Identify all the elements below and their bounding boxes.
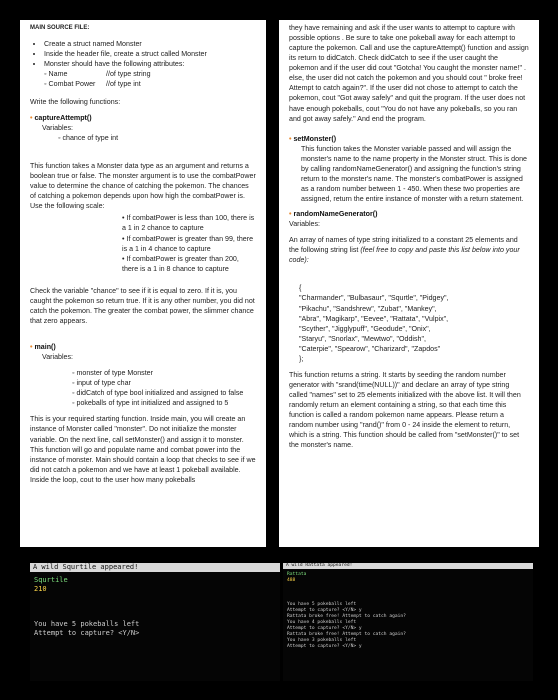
random-name-title: • randomNameGenerator() bbox=[289, 210, 378, 219]
code-line: "Charmander", "Bulbasaur", "Squrtle", "Pidgey", bbox=[299, 294, 449, 303]
pokeballs-left-line: You have 5 pokeballs left bbox=[34, 620, 140, 629]
terminal-right bbox=[283, 563, 533, 681]
check-description: Check the variable "chance" to see if it is equal to zero. If it is, you caught the pokemon so return true. If it is any other number, you did not catch the pokemon. The greater the combat power, the slimmer chance that zero appears. bbox=[30, 286, 255, 325]
attribute-comment: //of type int bbox=[106, 79, 141, 88]
bullet-item: • Create a struct named Monster bbox=[44, 39, 256, 49]
output-line: Rattata broke free! Attempt to catch again? bbox=[287, 613, 406, 619]
code-line: "Scyther", "Jigglypuff", "Geodude", "Onix", bbox=[299, 324, 431, 333]
code-line: "Abra", "Magikarp", "Eevee", "Rattata", "Vulpix", bbox=[299, 314, 449, 323]
monster-name: Rattata bbox=[287, 571, 307, 577]
left-document-page bbox=[20, 20, 266, 547]
right-document-page bbox=[279, 20, 539, 547]
bullet-item bbox=[44, 59, 256, 89]
bullet-icon: • bbox=[30, 113, 33, 122]
terminal-output bbox=[287, 602, 529, 650]
struct-bullets bbox=[30, 39, 256, 89]
random-name-return-description: This function returns a string. It starts by seeding the random number generator with "srand(time(NULL))" and declare an array of type string called "names" set to 25 elements initialized with the above list. It will then randomly return an element containing a string, so that each time this function is called a random pokemon name appears. Please return a random number using "rand()" from 0 - 24 inside the element to return, which is a string. This function should be called from "setMonster()" to set the monster's name. bbox=[289, 370, 521, 450]
output-line: You have 3 pokeballs left bbox=[287, 637, 357, 643]
variables-label: Variables: bbox=[289, 220, 321, 229]
output-line: Attempt to capture? <Y/N> y bbox=[287, 625, 362, 631]
code-line: "Staryu", "Snorlax", "Mewtwo", "Oddish", bbox=[299, 334, 426, 343]
main-description: This is your required starting function. Inside main, you will create an instance of Monster called "monster". Do not initialize the monster variable. On the next line, call setMonster() and assign it to monster. This function will go and populate name and combat power into the instance of monster. Main should contain a loop that checks to see if we did not catch a pokemon and we have at least 1 pokeball available. Inside the loop, cout to the user how many pokeballs bbox=[30, 415, 256, 484]
terminal-title-bar: A wild Squrtile appeared! bbox=[30, 563, 280, 572]
bullet-text: Monster should have the following attributes: bbox=[44, 59, 185, 68]
main-source-heading: MAIN SOURCE FILE: bbox=[30, 25, 90, 31]
main-variables-list bbox=[30, 368, 256, 408]
code-line: "Caterpie", "Spearow", "Charizard", "Zapdos" bbox=[299, 344, 441, 353]
names-code-block bbox=[289, 283, 529, 364]
main-variable: ◦ monster of type Monster bbox=[72, 369, 153, 378]
main-variable: ◦ input of type char bbox=[72, 379, 131, 388]
set-monster-title: • setMonster() bbox=[289, 134, 337, 143]
scale-item: • If combatPower is greater than 200, there is a 1 in 8 chance to capture bbox=[122, 254, 239, 273]
main-variable: ◦ pokeballs of type int initialized and assigned to 5 bbox=[72, 399, 229, 408]
monster-name: Squrtile bbox=[34, 576, 68, 585]
random-name-description: An array of names of type string initialized to a constant 25 elements and the following string list (feel free to copy and paste this list below into your code): bbox=[289, 236, 520, 265]
code-line: { bbox=[299, 284, 302, 293]
bullet-item: • Inside the header file, create a struct called Monster bbox=[44, 49, 256, 59]
output-line: You have 5 pokeballs left bbox=[287, 601, 357, 607]
attribute-name: ◦ Combat Power bbox=[44, 79, 96, 88]
attribute-row bbox=[44, 79, 256, 89]
variables-label: Variables: bbox=[42, 123, 74, 132]
capture-variable: ◦ chance of type int bbox=[58, 134, 119, 143]
bullet-icon: • bbox=[289, 210, 292, 219]
attribute-name: ◦ Name bbox=[44, 69, 68, 78]
monster-power: 488 bbox=[287, 577, 296, 583]
bullet-icon: • bbox=[289, 134, 292, 143]
continued-text: they have remaining and ask if the user wants to attempt to capture with possible options . Be sure to take one pokeball away for each attempt to capture the pokemon. Call and use the captureAttempt() function and assign its return to didCatch. Check didCatch to see if the user caught the pokemon and if the user did cout "Gotcha! You caught the monster name!" . else, the user did not catch the pokemon and you should cout " broke free! Attempt to catch again?". If the user did not chose to attempt to catch the pokemon, cout "Got away safely" and quit the program. If the user does not have enough pokeballs, cout "You do not have any pokeballs, so you ran and got away safely." And end the program. bbox=[289, 24, 529, 123]
scale-item: • If combatPower is less than 100, there is a 1 in 2 chance to capture bbox=[122, 214, 255, 233]
capture-prompt-line: Attempt to capture? <Y/N> bbox=[34, 629, 140, 638]
bullet-icon: • bbox=[30, 343, 33, 352]
capture-attempt-title: • captureAttempt() bbox=[30, 113, 92, 122]
scale-list bbox=[30, 213, 256, 273]
terminal-title-bar: A wild Rattata appeared! bbox=[283, 563, 533, 569]
output-line: You have 4 pokeballs left bbox=[287, 619, 357, 625]
main-variable: ◦ didCatch of type bool initialized and assigned to false bbox=[72, 389, 244, 398]
terminal-left bbox=[30, 563, 280, 681]
main-title: • main() bbox=[30, 343, 56, 352]
write-functions-label: Write the following functions: bbox=[30, 97, 121, 106]
monster-power: 210 bbox=[34, 585, 47, 594]
code-line: "Pikachu", "Sandshrew", "Zubat", "Mankey", bbox=[299, 304, 437, 313]
attribute-comment: //of type string bbox=[106, 69, 151, 78]
attribute-row bbox=[44, 69, 256, 79]
set-monster-description: This function takes the Monster variable passed and will assign the monster's name to the name property in the Monster struct. This is done by calling randomNameGenerator() and assigning the function's string return to the monster's name. The monster's combatPower is assigned as a random number between 1 - 450. When these two properties are assigned, return the entire instance of monster with a return statement. bbox=[301, 144, 527, 203]
variables-label: Variables: bbox=[42, 353, 74, 362]
code-line: }; bbox=[299, 354, 304, 363]
capture-description: This function takes a Monster data type as an argument and returns a boolean true or false. The monster argument is to use the combatPower value to determine the chance of catching the pokemon. The chances of catching a pokemon depends upon how high the combatPower is. Use the following scale: bbox=[30, 162, 256, 211]
output-line: Attempt to capture? <Y/N> y bbox=[287, 607, 362, 613]
output-line: Attempt to capture? <Y/N> y bbox=[287, 643, 362, 649]
scale-item: • If combatPower is greater than 99, there is a 1 in 4 chance to capture bbox=[122, 234, 254, 253]
output-line: Rattata broke free! Attempt to catch again? bbox=[287, 631, 406, 637]
